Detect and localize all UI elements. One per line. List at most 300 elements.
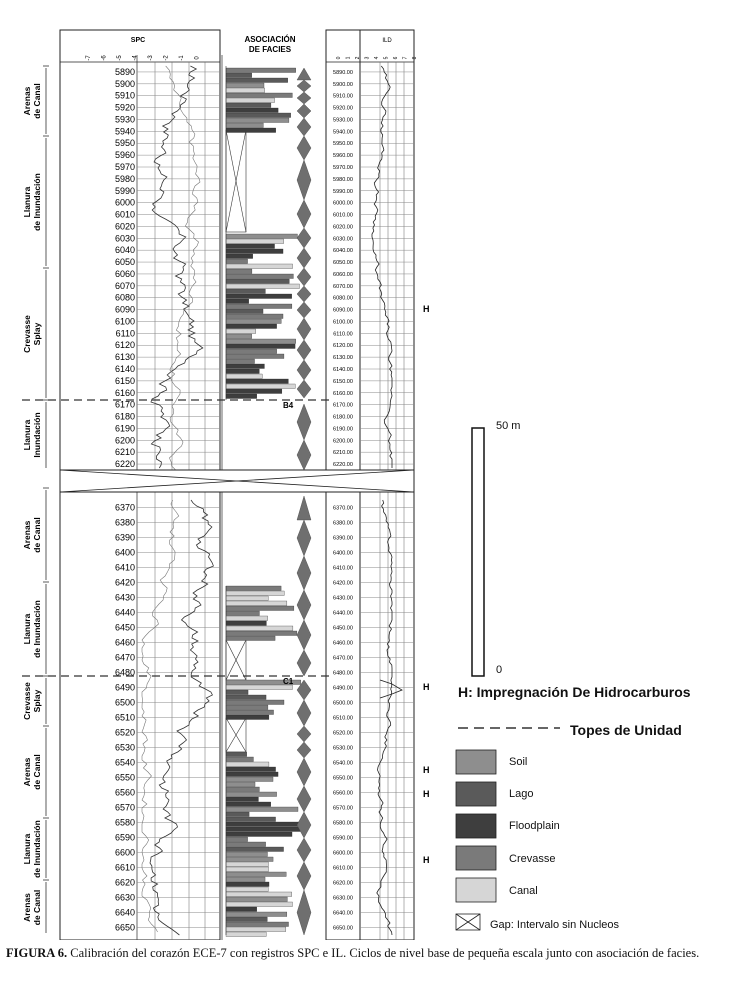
- ild-depth-label: 6520.00: [333, 730, 353, 737]
- unit-label: Llanura: [22, 613, 32, 645]
- ild-depth-label: 6100.00: [333, 319, 353, 326]
- spc-depth-label: 6630: [114, 892, 135, 903]
- spc-depth-label: 5970: [114, 162, 135, 172]
- ild-depth-label: 6590.00: [333, 835, 353, 842]
- spc-scale-label: -5: [117, 55, 123, 61]
- ild-scale-label: 0: [336, 56, 342, 60]
- unit-label: Crevasse: [22, 682, 32, 720]
- spc-depth-label: 6010: [114, 209, 135, 220]
- facies-bar: [226, 83, 264, 88]
- spc-depth-label: 6540: [114, 757, 135, 768]
- spc-depth-label: 6640: [114, 907, 135, 918]
- spc-depth-label: 6370: [114, 502, 135, 513]
- figure-caption: [6, 945, 728, 961]
- ild-scale-label: 5: [383, 56, 390, 60]
- hydrocarbon-mark: H: [423, 304, 430, 314]
- facies-bar: [226, 852, 267, 857]
- facies-bar: [226, 334, 252, 339]
- ild-scale-label: 4: [374, 56, 380, 60]
- facies-bar: [226, 690, 248, 695]
- spc-depth-label: 6570: [114, 802, 135, 813]
- cycle-diamond: [297, 200, 311, 228]
- ild-depth-label: 6220.00: [333, 462, 353, 469]
- spc-depth-label: 5920: [114, 102, 135, 113]
- cycle-diamond: [297, 80, 311, 92]
- ild-depth-label: 5890.00: [333, 69, 353, 76]
- facies-bar: [226, 364, 264, 369]
- legend-swatch-lago: [456, 782, 496, 806]
- facies-header-line2: DE FACIES: [248, 45, 292, 54]
- cycle-diamond: [297, 104, 311, 118]
- ild-depth-label: 6380.00: [333, 520, 353, 527]
- ild-depth-label: 5920.00: [333, 105, 353, 112]
- facies-bar: [226, 234, 297, 239]
- facies-bar: [226, 103, 271, 108]
- spc-depth-label: 6490: [114, 682, 135, 693]
- ild-depth-label: 6450.00: [333, 625, 353, 632]
- cycle-diamond: [297, 742, 311, 758]
- facies-bar: [226, 289, 265, 294]
- spc-depth-label: 6120: [114, 340, 135, 351]
- ild-depth-label: 6120.00: [333, 343, 353, 350]
- hydrocarbon-mark: H: [423, 765, 430, 775]
- spc-depth-label: 6400: [114, 547, 135, 558]
- facies-bar: [226, 123, 263, 128]
- spc-depth-label: 6050: [114, 257, 135, 268]
- cycle-diamond: [297, 136, 311, 160]
- facies-bar: [226, 344, 295, 349]
- ild-depth-label: 6610.00: [333, 865, 353, 872]
- facies-bar: [226, 314, 283, 319]
- spc-depth-label: 6650: [114, 922, 135, 933]
- spc-scale-label: -2: [163, 55, 170, 61]
- spc-scale-label: -6: [101, 55, 108, 61]
- ild-depth-label: 6540.00: [333, 760, 353, 767]
- facies-bar: [226, 710, 274, 715]
- spc-depth-label: 6160: [114, 387, 135, 398]
- facies-bar: [226, 752, 247, 757]
- ild-depth-label: 5980.00: [333, 176, 353, 183]
- cycle-diamond: [297, 758, 311, 786]
- ild-depth-label: 6180.00: [333, 414, 353, 421]
- ild-depth-label: 6190.00: [333, 426, 353, 433]
- facies-bar: [226, 762, 269, 767]
- spc-depth-label: 6020: [114, 221, 135, 232]
- spc-depth-label: 6620: [114, 877, 135, 888]
- unit-top-label: B4: [283, 401, 294, 410]
- facies-bar: [226, 767, 276, 772]
- spc-depth-label: 5990: [114, 185, 135, 196]
- ild-depth-label: 6000.00: [333, 200, 353, 207]
- facies-bar: [226, 877, 265, 882]
- ild-depth-label: 6060.00: [333, 271, 353, 278]
- spc-depth-label: 6450: [114, 622, 135, 633]
- facies-bar: [226, 907, 257, 912]
- unit-label-line2: Inundación: [32, 412, 42, 458]
- spc-depth-label: 6380: [114, 517, 135, 528]
- ild-depth-label: 6370.00: [333, 505, 353, 512]
- facies-bar: [226, 772, 278, 777]
- spc-depth-label: 6590: [114, 832, 135, 843]
- facies-bar: [226, 354, 284, 359]
- spc-scale-label: -3: [148, 55, 154, 61]
- facies-bar: [226, 715, 269, 720]
- cycle-diamond: [297, 812, 311, 838]
- caption-label: FIGURA 6.: [6, 946, 68, 960]
- unit-label: Crevasse: [22, 315, 32, 353]
- legend-swatch-crevasse: [456, 846, 496, 870]
- unit-label: Arenas: [22, 86, 32, 116]
- facies-bar: [226, 616, 268, 621]
- cycle-diamond: [297, 862, 311, 890]
- unit-label-line2: Splay: [32, 689, 42, 713]
- spc-depth-label: 6130: [114, 352, 135, 363]
- facies-bar: [226, 309, 263, 314]
- ild-depth-label: 6620.00: [333, 880, 353, 887]
- cycle-diamond: [297, 786, 311, 812]
- cycle-diamond: [297, 496, 311, 520]
- facies-bar: [226, 787, 259, 792]
- facies-bar: [226, 832, 292, 837]
- unit-label-line2: Splay: [32, 322, 42, 346]
- facies-bar: [226, 897, 287, 902]
- cycle-diamond: [297, 360, 311, 380]
- facies-bar: [226, 695, 266, 700]
- ild-depth-label: 6130.00: [333, 355, 353, 362]
- legend-floodplain-label: Floodplain: [509, 820, 560, 832]
- unit-label: Arenas: [22, 757, 32, 787]
- spc-depth-label: 6510: [114, 712, 135, 723]
- ild-depth-label: 6460.00: [333, 640, 353, 647]
- ild-depth-label: 6210.00: [333, 450, 353, 457]
- cycle-diamond: [297, 404, 311, 440]
- unit-label-line2: de Canal: [32, 83, 42, 119]
- ild-depth-label: 6010.00: [333, 212, 353, 219]
- facies-bar: [226, 621, 266, 626]
- spc-depth-label: 6440: [114, 607, 135, 618]
- facies-bar: [226, 113, 291, 118]
- facies-bar: [226, 636, 275, 641]
- ild-scale-label: 8: [412, 56, 418, 60]
- facies-bar: [226, 812, 249, 817]
- spc-depth-label: 6090: [114, 304, 135, 315]
- ild-scale-label: 2: [355, 56, 361, 60]
- spc-depth-label: 6420: [114, 577, 135, 588]
- ild-depth-label: 5960.00: [333, 153, 353, 160]
- facies-bar: [226, 586, 281, 591]
- spc-depth-label: 6180: [114, 411, 135, 422]
- spc-depth-label: 6140: [114, 364, 135, 374]
- cycle-diamond: [297, 92, 311, 104]
- spc-depth-label: 6560: [114, 787, 135, 798]
- spc-depth-label: 6600: [114, 847, 135, 858]
- spc-depth-label: 6110: [115, 328, 135, 339]
- facies-bar: [226, 264, 293, 269]
- spc-depth-label: 5940: [114, 126, 135, 137]
- cycle-diamond: [297, 556, 311, 590]
- facies-bar: [226, 822, 301, 827]
- ild-depth-label: 6560.00: [333, 790, 353, 797]
- facies-bar: [226, 847, 284, 852]
- facies-bar: [226, 700, 284, 705]
- ild-depth-label: 6640.00: [333, 910, 353, 917]
- unit-label: Arenas: [22, 520, 32, 550]
- spc-curve-upper: [151, 66, 203, 468]
- facies-bar: [226, 88, 265, 93]
- spc-depth-label: 5980: [114, 173, 135, 184]
- cycle-diamond: [297, 268, 311, 286]
- spc-depth-label: 6210: [114, 447, 135, 458]
- cycle-diamond: [297, 302, 311, 318]
- spc-depth-label: 6030: [114, 233, 135, 244]
- spc-depth-label: 6410: [114, 562, 135, 573]
- scale-bar-top-label: 50 m: [496, 420, 521, 432]
- legend-canal-label: Canal: [509, 885, 538, 897]
- spc-scale-label: 0: [194, 56, 201, 60]
- unit-label: Arenas: [22, 893, 32, 922]
- facies-bar: [226, 304, 292, 309]
- spc-depth-label: 6520: [114, 727, 135, 738]
- ild-depth-label: 6090.00: [333, 307, 353, 314]
- spc-scale-label: -7: [86, 55, 92, 61]
- legend-soil-label: Soil: [509, 756, 528, 768]
- ild-depth-label: 5930.00: [333, 117, 353, 124]
- facies-bar: [226, 324, 277, 329]
- facies-bar: [226, 782, 255, 787]
- facies-bar: [226, 802, 271, 807]
- facies-bar: [226, 606, 294, 611]
- cycle-diamond: [297, 620, 311, 650]
- cycle-diamond: [297, 520, 311, 556]
- cycle-diamond: [297, 118, 311, 136]
- cycle-diamond: [297, 890, 311, 935]
- spc-depth-label: 6530: [114, 742, 135, 753]
- unit-label-line2: de Canal: [32, 517, 42, 553]
- facies-bar: [226, 108, 278, 113]
- ild-depth-label: 6150.00: [333, 378, 353, 385]
- facies-bar: [226, 857, 273, 862]
- cycle-diamond: [297, 68, 311, 80]
- ild-depth-label: 6500.00: [333, 700, 353, 707]
- spc-depth-label: 6080: [114, 292, 135, 303]
- unit-label-line2: de Inundación: [32, 173, 42, 231]
- facies-bar: [226, 379, 288, 384]
- spc-scale-label: -4: [132, 55, 139, 61]
- facies-bar: [226, 384, 295, 389]
- facies-bar: [226, 842, 266, 847]
- cycle-diamond: [297, 590, 311, 620]
- facies-bar: [226, 912, 287, 917]
- ild-depth-label: 5990.00: [333, 188, 353, 195]
- facies-bar: [226, 128, 276, 133]
- cycle-diamond: [297, 650, 311, 676]
- cycle-diamond: [297, 248, 311, 268]
- legend-lago-label: Lago: [509, 788, 534, 800]
- facies-bar: [226, 932, 266, 937]
- legend-swatch-floodplain: [456, 814, 496, 838]
- spc-curve-lower-secondary: [142, 500, 179, 932]
- facies-bar: [226, 922, 289, 927]
- ild-depth-label: 6440.00: [333, 610, 353, 617]
- ild-header: ILD: [382, 38, 392, 44]
- ild-scale-label: 7: [402, 56, 409, 60]
- ild-depth-label: 6080.00: [333, 295, 353, 302]
- ild-depth-label: 5970.00: [333, 165, 353, 171]
- legend-topes: Topes de Unidad: [570, 722, 682, 738]
- facies-bar: [226, 284, 299, 289]
- ild-depth-label: 6170.00: [333, 402, 353, 409]
- ild-depth-label: 6420.00: [333, 580, 353, 587]
- unit-label-line2: de Inundación: [32, 600, 42, 658]
- facies-bar: [226, 631, 297, 636]
- facies-bar: [226, 705, 268, 710]
- legend-impregnacion: H: Impregnación De Hidrocarburos: [458, 684, 691, 700]
- spc-depth-label: 6040: [114, 245, 135, 256]
- facies-bar: [226, 118, 289, 123]
- spc-depth-label: 6580: [114, 817, 135, 828]
- facies-bar: [226, 591, 284, 596]
- caption-text: Calibración del corazón ECE-7 con registros SPC e IL. Ciclos de nivel base de pequeña escala junto con asociación de facies.: [67, 946, 700, 960]
- spc-depth-label: 6480: [114, 667, 135, 678]
- facies-bar: [226, 294, 292, 299]
- spc-depth-label: 6070: [114, 280, 135, 291]
- spc-header: SPC: [130, 37, 146, 44]
- scale-bar: [472, 428, 484, 676]
- unit-label: Llanura: [22, 186, 32, 218]
- cycle-diamond: [297, 726, 311, 742]
- ild-depth-label: 5940.00: [333, 129, 353, 136]
- facies-bar: [226, 757, 253, 762]
- ild-depth-label: 6490.00: [333, 685, 353, 692]
- spc-depth-label: 5900: [114, 78, 135, 89]
- spc-depth-label: 5910: [114, 90, 135, 101]
- spc-depth-label: 5890: [114, 66, 135, 77]
- cycle-diamond: [297, 440, 311, 470]
- cycle-diamond: [297, 380, 311, 398]
- cycle-diamond: [297, 340, 311, 360]
- legend-crevasse-label: Crevasse: [509, 853, 556, 865]
- facies-bar: [226, 274, 293, 279]
- hydrocarbon-mark: H: [423, 789, 430, 799]
- ild-depth-label: 6510.00: [333, 715, 353, 722]
- spc-depth-label: 6550: [114, 772, 135, 783]
- facies-bar: [226, 389, 282, 394]
- facies-bar: [226, 254, 253, 259]
- ild-depth-label: 5900.00: [333, 81, 353, 88]
- facies-bar: [226, 244, 275, 249]
- facies-bar: [226, 269, 252, 274]
- facies-bar: [226, 917, 267, 922]
- ild-scale-label: 1: [345, 56, 352, 60]
- facies-bar: [226, 259, 248, 264]
- facies-bar: [226, 872, 286, 877]
- facies-bar: [226, 73, 252, 78]
- facies-bar: [226, 374, 262, 379]
- spc-depth-label: 6470: [114, 652, 135, 663]
- ild-depth-label: 6580.00: [333, 820, 353, 827]
- spc-depth-label: 6500: [114, 697, 135, 708]
- facies-bar: [226, 902, 292, 907]
- scale-bar-bottom-label: 0: [496, 664, 503, 676]
- ild-depth-label: 6470.00: [333, 655, 353, 662]
- facies-bar: [226, 892, 292, 897]
- facies-bar: [226, 837, 248, 842]
- facies-bar: [226, 249, 283, 254]
- ild-depth-label: 6160.00: [333, 390, 353, 397]
- cycle-diamond: [297, 838, 311, 862]
- spc-scale-label: -1: [179, 55, 185, 61]
- legend-gap-label: Gap: Intervalo sin Nucleos: [490, 919, 620, 931]
- spc-depth-label: 6610: [114, 862, 135, 873]
- facies-bar: [226, 817, 276, 822]
- ild-depth-label: 5950.00: [333, 141, 353, 148]
- spc-depth-label: 6170: [114, 399, 135, 410]
- hydrocarbon-mark: H: [423, 682, 430, 692]
- spc-depth-label: 6200: [114, 435, 135, 446]
- ild-depth-label: 6200.00: [333, 438, 353, 445]
- facies-bar: [226, 369, 259, 374]
- ild-depth-label: 6110.00: [333, 331, 353, 338]
- cycle-diamond: [297, 318, 311, 340]
- unit-top-label: C1: [283, 677, 294, 686]
- spc-depth-label: 5950: [114, 138, 135, 149]
- spc-depth-label: 6430: [114, 592, 135, 603]
- facies-bar: [226, 867, 268, 872]
- facies-bar: [226, 862, 268, 867]
- facies-bar: [226, 349, 277, 354]
- ild-depth-label: 6050.00: [333, 260, 353, 267]
- ild-depth-label: 6140.00: [333, 367, 353, 373]
- ild-depth-label: 6600.00: [333, 850, 353, 857]
- spc-depth-label: 5960: [114, 150, 135, 161]
- ild-depth-label: 6650.00: [333, 925, 353, 932]
- spc-depth-label: 6190: [114, 423, 135, 434]
- cycle-diamond: [297, 160, 311, 200]
- ild-depth-label: 6410.00: [333, 565, 353, 572]
- spc-depth-label: 6060: [114, 268, 135, 279]
- facies-bar: [226, 797, 258, 802]
- spc-depth-label: 5930: [114, 114, 135, 125]
- ild-depth-label: 6530.00: [333, 745, 353, 752]
- ild-scale-label: 3: [364, 56, 371, 60]
- ild-depth-label: 6480.00: [333, 670, 353, 677]
- legend-swatch-soil: [456, 750, 496, 774]
- facies-header: ASOCIACIÓN: [244, 35, 296, 44]
- cycle-diamond: [297, 700, 311, 726]
- unit-label-line2: de Canal: [32, 754, 42, 790]
- facies-bar: [226, 792, 277, 797]
- facies-bar: [226, 927, 286, 932]
- facies-bar: [226, 68, 296, 73]
- facies-bar: [226, 93, 292, 98]
- ild-depth-label: 6550.00: [333, 775, 353, 782]
- cycle-diamond: [297, 228, 311, 248]
- ild-depth-label: 6400.00: [333, 550, 353, 557]
- facies-bar: [226, 611, 259, 616]
- facies-bar: [226, 887, 268, 892]
- facies-bar: [226, 359, 255, 364]
- spc-depth-label: 6220: [114, 459, 135, 470]
- ild-depth-label: 6390.00: [333, 535, 353, 542]
- unit-label-line2: de Canal: [32, 889, 42, 926]
- spc-depth-label: 6100: [114, 316, 135, 327]
- ild-depth-label: 6020.00: [333, 224, 353, 231]
- spc-depth-label: 6000: [114, 197, 135, 208]
- ild-depth-label: 6030.00: [333, 236, 353, 243]
- unit-label-line2: de Inundación: [32, 820, 42, 878]
- spc-depth-label: 6390: [114, 532, 135, 543]
- legend-swatch-canal: [456, 878, 496, 902]
